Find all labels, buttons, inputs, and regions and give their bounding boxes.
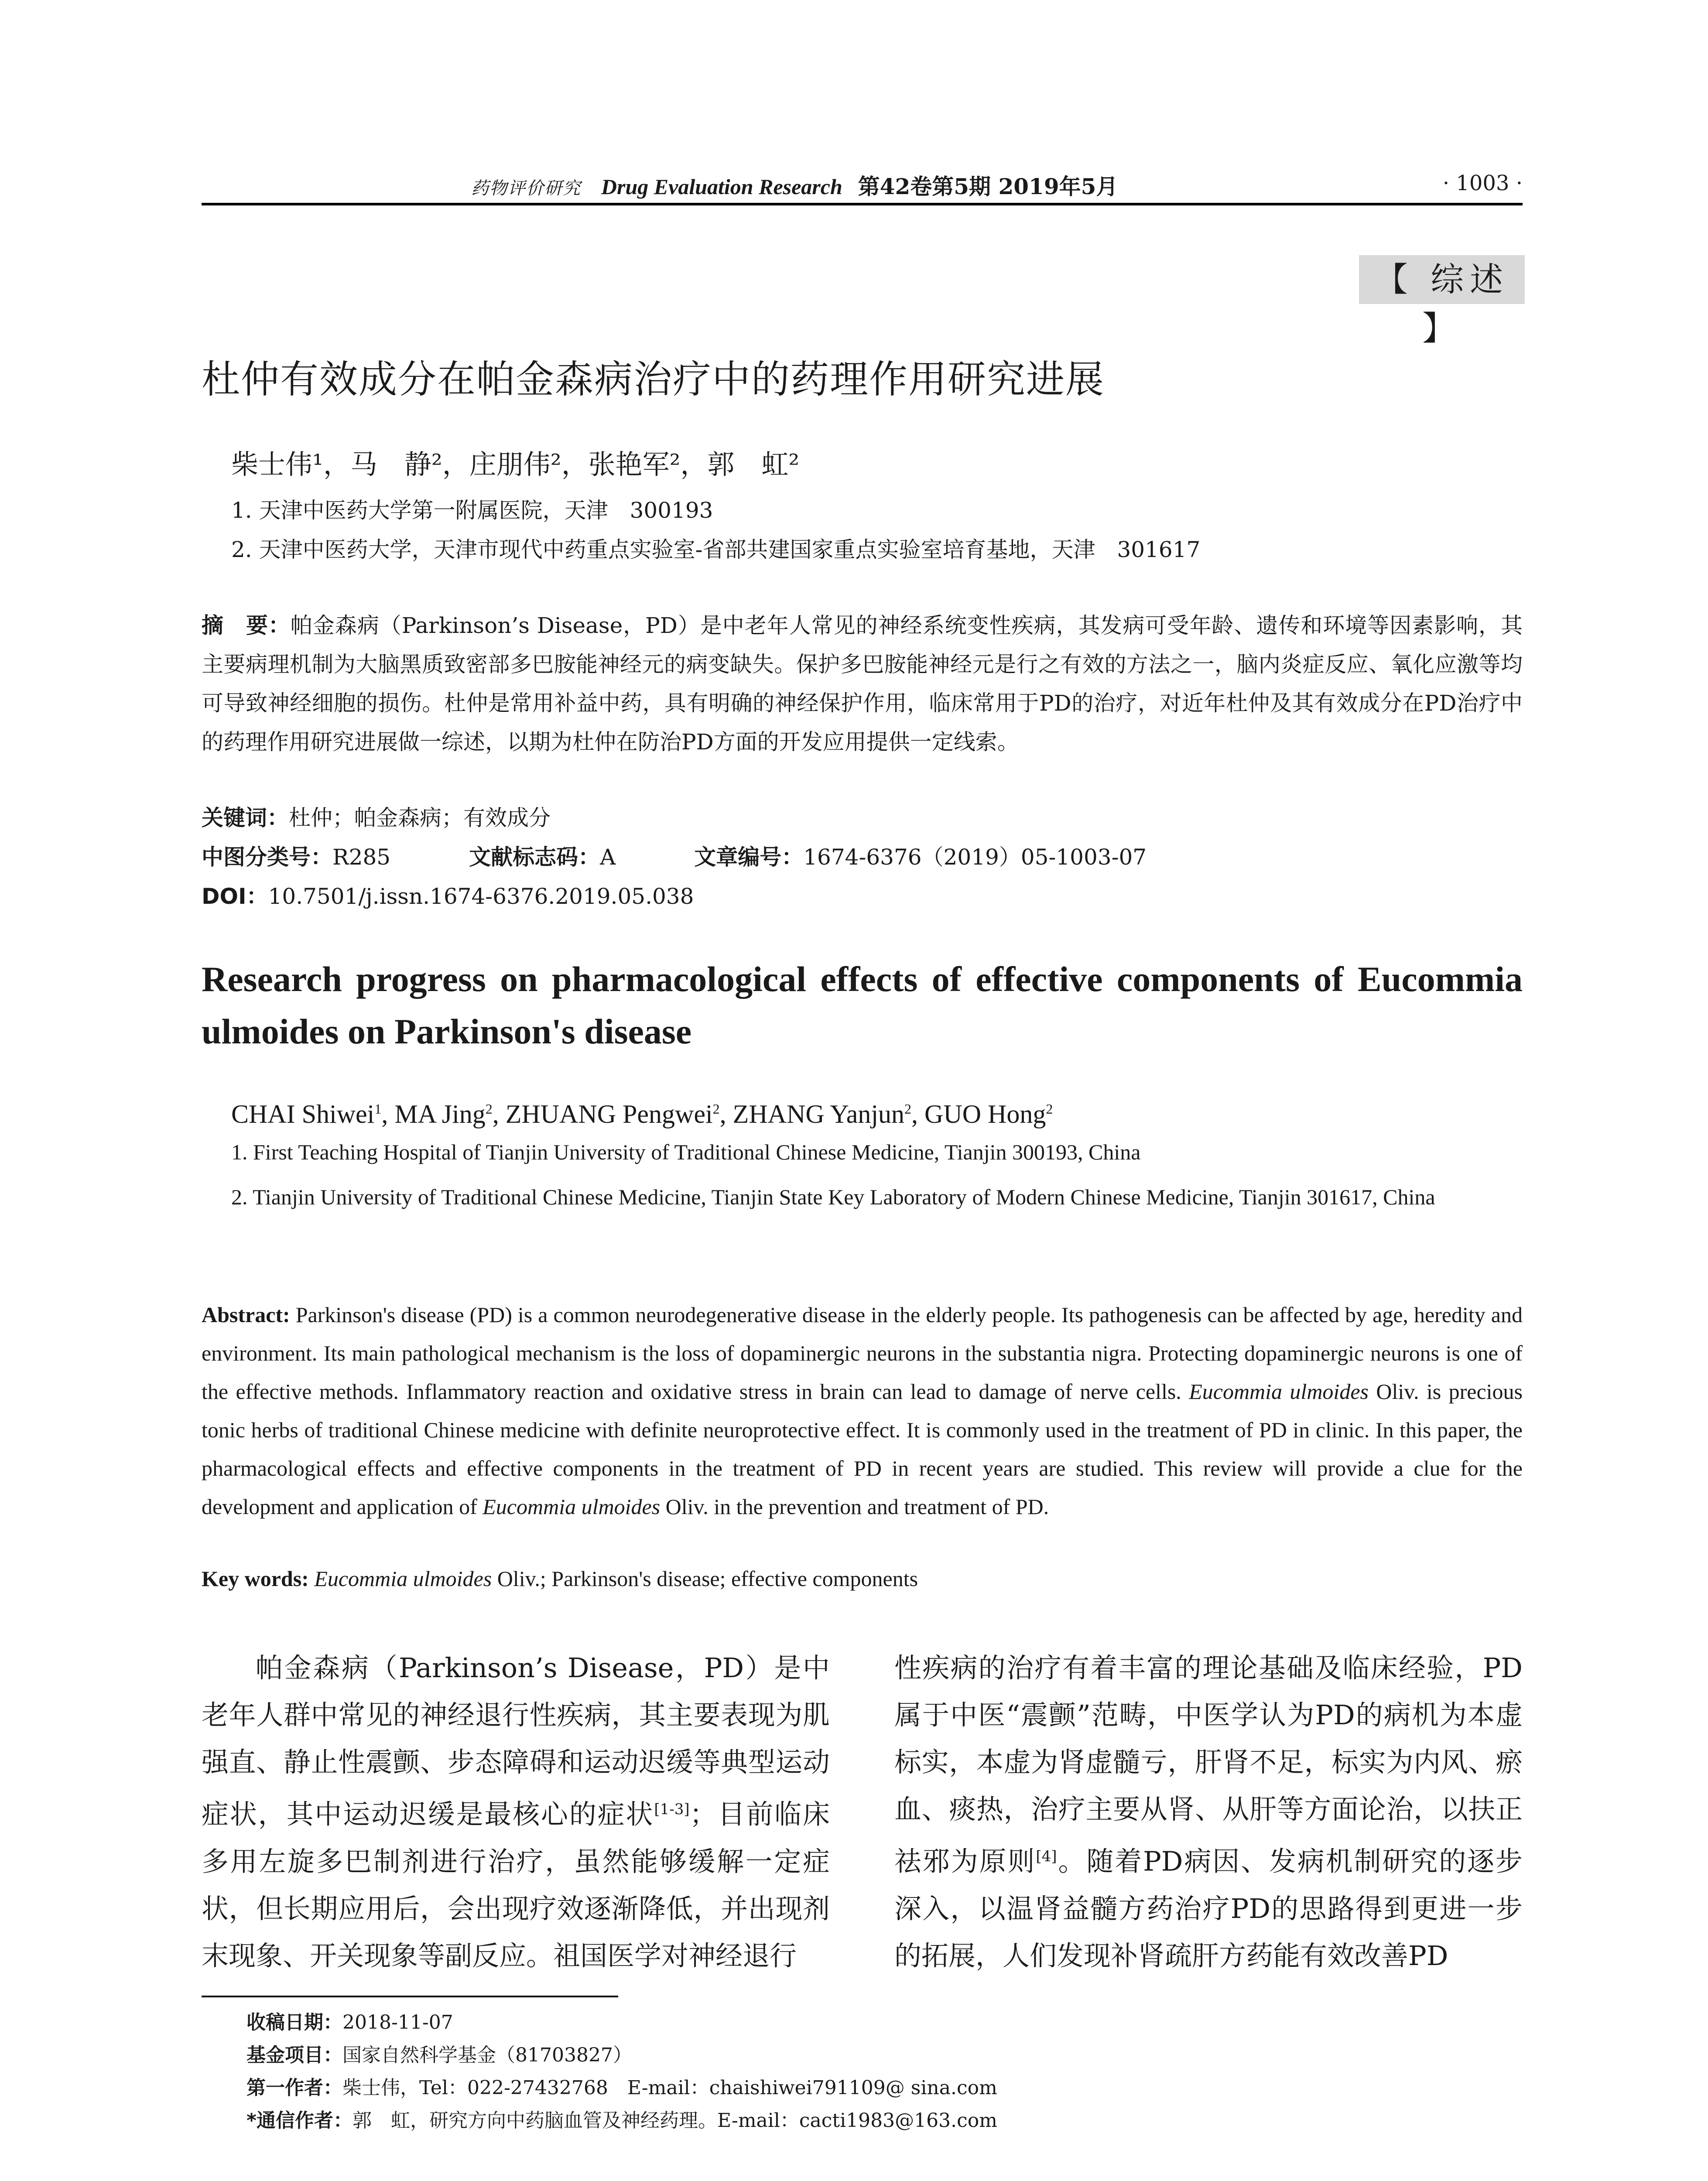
en-abstract-text: Oliv. in the prevention and treatment of PD. bbox=[660, 1494, 1049, 1519]
citation: [1-3] bbox=[654, 1801, 690, 1818]
en-author-sup: 1 bbox=[374, 1101, 382, 1117]
en-authors: CHAI Shiwei$^1$, MA Jing$^2$, ZHUANG Pengwei$^2$, ZHANG Yanjun$^2$, GUO Hong$^2$ bbox=[231, 1100, 1053, 1128]
en-abstract-species: Eucommia ulmoides bbox=[483, 1494, 661, 1519]
en-affiliation-1: 1. First Teaching Hospital of Tianjin University of Traditional Chinese Medicine, Tianjin 300193, China bbox=[231, 1140, 1141, 1164]
en-author-sup: 2 bbox=[485, 1101, 493, 1117]
journal-header bbox=[471, 169, 1118, 201]
header-rule bbox=[202, 203, 1523, 205]
cn-code-label: 文献标志码： bbox=[469, 844, 600, 870]
journal-name-en: Drug Evaluation Research bbox=[601, 174, 842, 199]
en-author-sup: 2 bbox=[1046, 1101, 1053, 1117]
cn-doi-label: DOI： bbox=[202, 884, 268, 909]
en-affiliation-2: 2. Tianjin University of Traditional Chinese Medicine, Tianjin State Key Laboratory of Modern Chinese Medicine, Tianjin 301617, China bbox=[231, 1185, 1435, 1209]
cn-keywords-label: 关键词： bbox=[202, 805, 289, 831]
en-author-sup: 2 bbox=[904, 1101, 912, 1117]
en-author: MA Jing bbox=[394, 1100, 486, 1128]
en-author: CHAI Shiwei bbox=[231, 1100, 375, 1128]
section-tag: 【 综述 】 bbox=[1359, 255, 1525, 304]
en-author-sup: 2 bbox=[712, 1101, 720, 1117]
footnote-corresponding bbox=[246, 2105, 997, 2133]
footnote-text: 柴士伟，Tel：022-27432768 E-mail：chaishiwei791109@ sina.com bbox=[342, 2077, 997, 2099]
body-text: 性疾病的治疗有着丰富的理论基础及临床经验，PD属于中医“震颤”范畴，中医学认为PD的病机为本虚标实，本虚为肾虚髓亏，肝肾不足，标实为内风、瘀血、痰热，治疗主要从肾、从肝等方面论治，以扶正祛邪为原则 bbox=[894, 1652, 1523, 1877]
cn-abstract bbox=[202, 606, 1523, 762]
cn-abstract-label: 摘 要： bbox=[202, 613, 291, 638]
journal-logo: 药物评价研究 bbox=[471, 178, 581, 198]
footnote-fund bbox=[246, 2039, 632, 2067]
cn-abstract-text: 帕金森病（Parkinson’s Disease，PD）是中老年人常见的神经系统变性疾病，其发病可受年龄、遗传和环境等因素影响，其主要病理机制为大脑黑质致密部多巴胺能神经元的病变缺失。保护多巴胺能神经元是行之有效的方法之一，脑内炎症反应、氧化应激等均可导致神经细胞的损伤。杜仲是常用补益中药，具有明确的神经保护作用，临床常用于PD的治疗，对近年杜仲及其有效成分在PD治疗中的药理作用研究进展做一综述，以期为杜仲在防治PD方面的开发应用提供一定线索。 bbox=[202, 613, 1523, 755]
en-abstract bbox=[202, 1296, 1523, 1526]
en-abstract-species: Eucommia ulmoides bbox=[1189, 1379, 1369, 1404]
cn-article-value: 1674-6376（2019）05-1003-07 bbox=[803, 844, 1147, 870]
en-abstract-label: Abstract: bbox=[202, 1302, 290, 1327]
cn-title: 杜仲有效成分在帕金森病治疗中的药理作用研究进展 bbox=[202, 357, 1105, 402]
cn-class-value: R285 bbox=[332, 844, 391, 870]
footnote-text: 郭 虹，研究方向中药脑血管及神经药理。E-mail：cacti1983@163.com bbox=[353, 2109, 997, 2132]
en-author: ZHANG Yanjun bbox=[732, 1100, 905, 1128]
en-abstract-text: Parkinson's disease (PD) is a common neurodegenerative disease in the elderly people. Its pathogenesis can be affected by age, heredity and environment. Its main pathological mechanism is the loss of dopaminergic neurons in the substantia nigra. Protecting dopaminergic neurons is one of the effective methods. Inflammatory reaction and oxidative stress in brain can lead to damage of nerve cells. bbox=[202, 1302, 1523, 1404]
cn-doi-value: 10.7501/j.issn.1674-6376.2019.05.038 bbox=[268, 884, 694, 909]
cn-class-label: 中图分类号： bbox=[202, 844, 332, 870]
footnote-label: 收稿日期： bbox=[246, 2011, 342, 2034]
footnote-label: 第一作者： bbox=[246, 2077, 342, 2099]
en-abstract-text: Oliv. is precious tonic herbs of traditional Chinese medicine with definite neuroprotective effect. It is commonly used in the treatment of PD in clinic. In this paper, the pharmacological effects and effective components in the treatment of PD in recent years are studied. This review will provide a clue for the development and application of bbox=[202, 1379, 1523, 1519]
footnote-received bbox=[246, 2007, 453, 2034]
footnote-text: 2018-11-07 bbox=[342, 2011, 453, 2034]
cn-authors: 柴士伟¹，马 静²，庄朋伟²，张艳军²，郭 虹² bbox=[231, 448, 800, 480]
body-text: 帕金森病（Parkinson’s Disease，PD）是中老年人群中常见的神经退行性疾病，其主要表现为肌强直、静止性震颤、步态障碍和运动迟缓等典型运动症状，其中运动迟缓是最核心的症状 bbox=[202, 1652, 830, 1830]
cn-keywords-text: 杜仲；帕金森病；有效成分 bbox=[289, 805, 551, 831]
footnote-label: 基金项目： bbox=[246, 2044, 342, 2066]
cn-article-label: 文章编号： bbox=[694, 844, 804, 870]
footnote-first-author bbox=[246, 2072, 997, 2100]
footnote-text: 国家自然科学基金（81703827） bbox=[342, 2044, 632, 2066]
cn-affiliation-2: 2. 天津中医药大学，天津市现代中药重点实验室-省部共建国家重点实验室培育基地，天津 301617 bbox=[231, 537, 1201, 562]
footnote-rule bbox=[202, 1996, 618, 1997]
en-keywords-species: Eucommia ulmoides bbox=[308, 1566, 492, 1591]
en-keywords-text: Oliv.; Parkinson's disease; effective components bbox=[492, 1566, 918, 1591]
body-text: ；目前临床多用左旋多巴制剂进行治疗，虽然能够缓解一定症状，但长期应用后，会出现疗效逐渐降低，并出现剂末现象、开关现象等副反应。祖国医学对神经退行 bbox=[202, 1798, 830, 1972]
body-text: 。随着PD病因、发病机制研究的逐步深入，以温肾益髓方药治疗PD的思路得到更进一步的拓展，人们发现补肾疏肝方药能有效改善PD bbox=[894, 1845, 1523, 1972]
cn-keywords bbox=[202, 800, 551, 832]
cn-affiliation-1: 1. 天津中医药大学第一附属医院，天津 300193 bbox=[231, 498, 713, 523]
en-keywords bbox=[202, 1566, 918, 1591]
en-author: ZHUANG Pengwei bbox=[505, 1100, 713, 1128]
citation: [4] bbox=[1036, 1848, 1057, 1865]
body-column-right bbox=[894, 1644, 1523, 1979]
en-keywords-label: Key words: bbox=[202, 1566, 309, 1591]
en-title: Research progress on pharmacological effects of effective components of Eucommia ulmoides on Parkinson's disease bbox=[202, 959, 1523, 1051]
body-column-left bbox=[202, 1644, 830, 1979]
cn-classification bbox=[202, 840, 1147, 871]
page-number: · 1003 · bbox=[1442, 171, 1523, 195]
footnote-label: *通信作者： bbox=[246, 2109, 353, 2132]
cn-doi bbox=[202, 879, 694, 910]
journal-volume: 第42卷第5期 2019年5月 bbox=[858, 174, 1118, 199]
cn-code-value: A bbox=[600, 844, 616, 870]
en-author: GUO Hong bbox=[924, 1100, 1046, 1128]
